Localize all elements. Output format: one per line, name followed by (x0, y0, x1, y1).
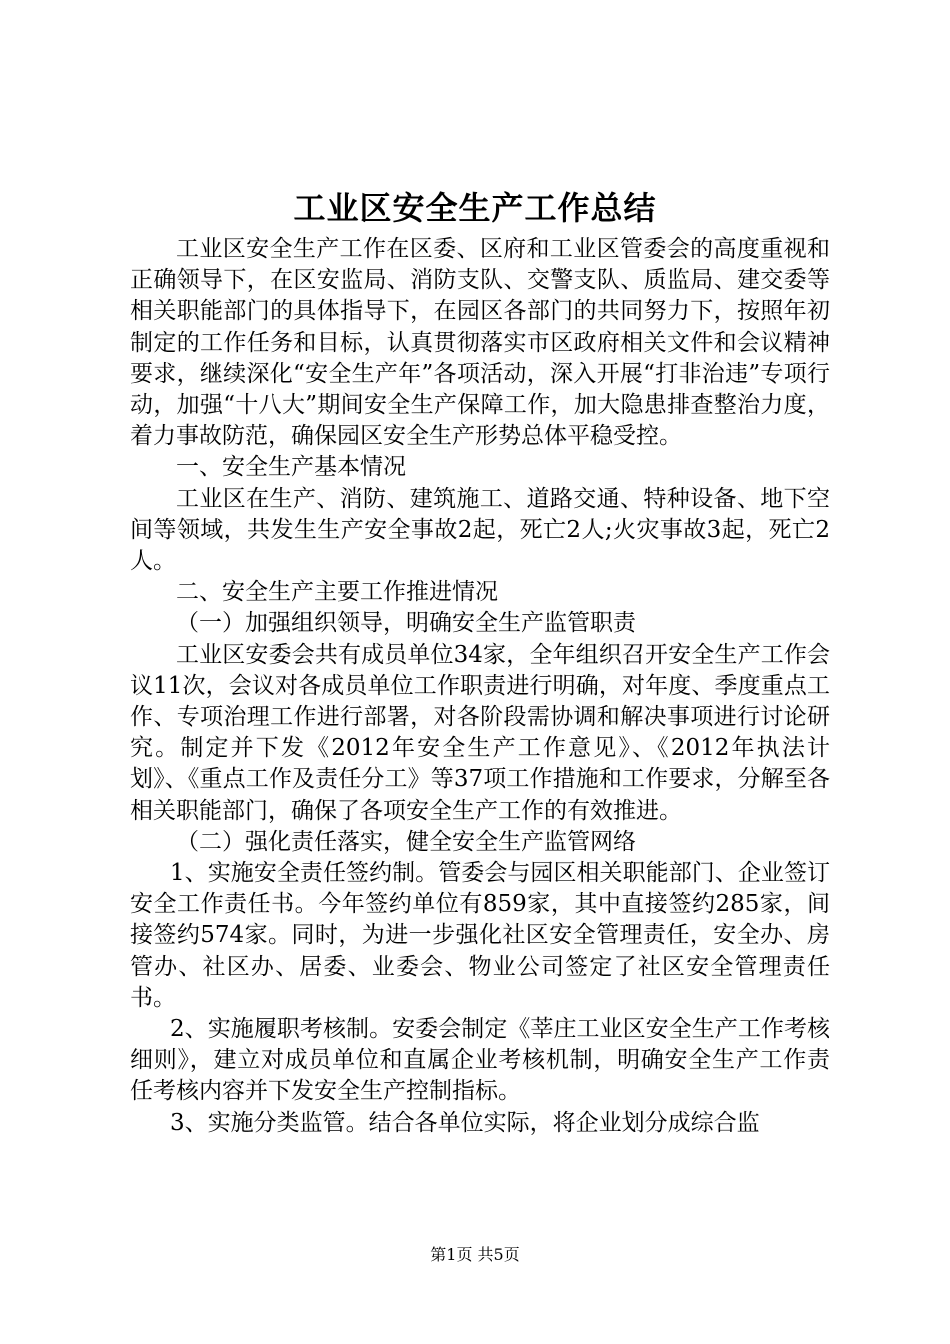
paragraph-basic-situation: 工业区在生产、消防、建筑施工、道路交通、特种设备、地下空间等领域，共发生生产安全事故2起，死亡2人;火灾事故3起，死亡2人。 (130, 485, 830, 575)
paragraph-item-2: 2、实施履职考核制。安委会制定《莘庄工业区安全生产工作考核细则》，建立对成员单位和直属企业考核机制，明确安全生产工作责任考核内容并下发安全生产控制指标。 (130, 1016, 830, 1105)
section-heading-2: 二、安全生产主要工作推进情况 (176, 579, 498, 606)
paragraph-item-1: 1、实施安全责任签约制。管委会与园区相关职能部门、企业签订安全工作责任书。今年签约单位有859家，其中直接签约285家，间接签约574家。同时，为进一步强化社区安全管理责任，安全办、房管办、社区办、居委、业委会、物业公司签定了社区安全管理责任书。 (130, 860, 830, 1011)
section-heading-1: 一、安全生产基本情况 (176, 454, 406, 481)
paragraph-organization: 工业区安委会共有成员单位34家，全年组织召开安全生产工作会议11次，会议对各成员单位工作职责进行明确，对年度、季度重点工作、专项治理工作进行部署，对各阶段需协调和解决事项进行讨论研究。制定并下发《2012年安全生产工作意见》、《2012年执法计划》、《重点工作及责任分工》等37项工作措施和工作要求，分解至各相关职能部门，确保了各项安全生产工作的有效推进。 (130, 641, 830, 824)
document-body (130, 234, 830, 1139)
paragraph-intro: 工业区安全生产工作在区委、区府和工业区管委会的高度重视和正确领导下，在区安监局、消防支队、交警支队、质监局、建交委等相关职能部门的具体指导下，在园区各部门的共同努力下，按照年初制定的工作任务和目标，认真贯彻落实市区政府相关文件和会议精神要求，继续深化“安全生产年”各项活动，深入开展“打非治违”专项行动，加强“十八大”期间安全生产保障工作，加大隐患排查整治力度，着力事故防范，确保园区安全生产形势总体平稳受控。 (130, 236, 830, 450)
document-title: 工业区安全生产工作总结 (293, 189, 657, 227)
page-number-footer: 第1页 共5页 (430, 1245, 520, 1264)
paragraph-item-3: 3、实施分类监管。结合各单位实际，将企业划分成综合监 (170, 1109, 760, 1136)
subsection-heading-2: （二）强化责任落实，健全安全生产监管网络 (176, 828, 636, 855)
subsection-heading-1: （一）加强组织领导，明确安全生产监管职责 (176, 610, 636, 637)
